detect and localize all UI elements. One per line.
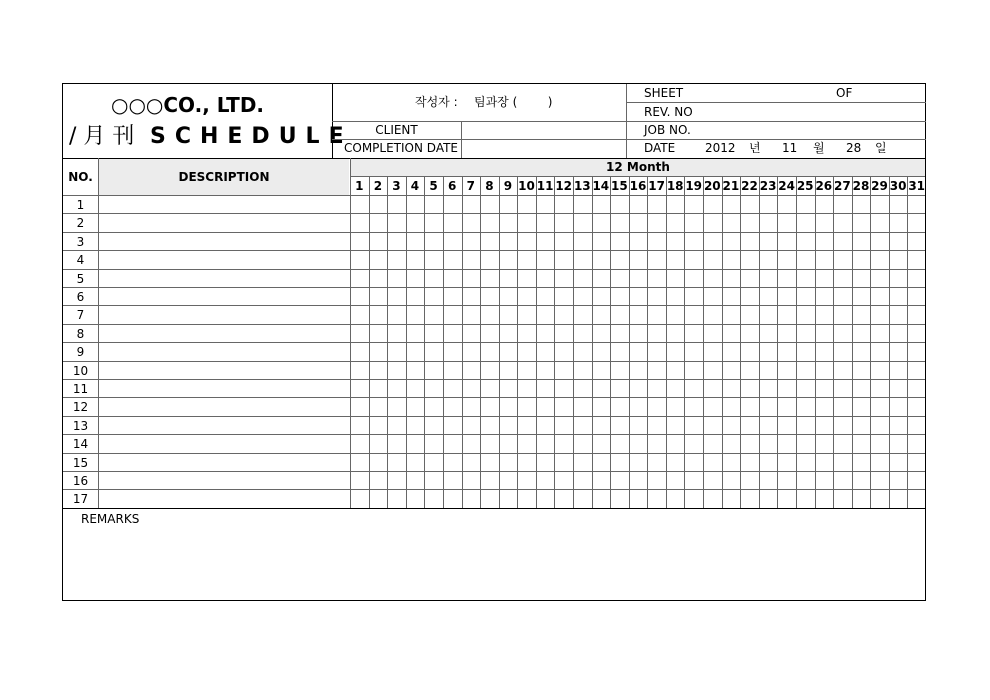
day-label: 8 — [485, 179, 494, 193]
row-number: 15 — [72, 455, 89, 470]
row-number: 7 — [76, 308, 85, 323]
month-unit: 월 — [813, 141, 825, 155]
row-rule — [63, 324, 925, 325]
column-divider — [350, 158, 351, 508]
job-no-label: JOB NO. — [644, 123, 691, 137]
remarks-label: REMARKS — [81, 512, 140, 526]
day-label: 5 — [429, 179, 438, 193]
row-rule — [63, 397, 925, 398]
sheet-label: SHEET — [644, 86, 684, 100]
day-label: 9 — [503, 179, 513, 193]
row-number: 1 — [76, 198, 85, 212]
row-rule — [63, 489, 925, 490]
row-rule — [63, 434, 925, 435]
row-rule — [63, 342, 925, 343]
day-label: 26 — [815, 179, 833, 193]
day-label: 21 — [722, 179, 740, 193]
row-number: 14 — [72, 437, 89, 452]
header-rule — [332, 121, 926, 122]
row-number: 13 — [72, 418, 89, 433]
row-number: 10 — [72, 363, 89, 378]
day-label: 2 — [373, 179, 383, 193]
row-number: 11 — [72, 382, 89, 396]
row-number: 6 — [76, 290, 85, 304]
row-rule — [63, 305, 925, 306]
row-number: 16 — [72, 474, 89, 488]
day-label: 30 — [889, 179, 907, 193]
date-month: 11 — [782, 141, 798, 155]
row-number: 3 — [76, 234, 85, 249]
day-label: 19 — [685, 179, 703, 193]
of-label: OF — [836, 86, 853, 100]
date-year: 2012 — [705, 141, 736, 155]
day-label: 15 — [611, 179, 628, 193]
day-label: 12 — [555, 179, 573, 193]
day-label: 7 — [466, 179, 475, 193]
row-rule — [63, 287, 925, 288]
row-rule — [63, 416, 925, 417]
row-rule — [63, 232, 925, 233]
row-rule — [63, 269, 925, 270]
row-number: 9 — [76, 345, 85, 360]
row-rule — [63, 250, 925, 251]
day-label: 22 — [741, 179, 758, 193]
author-label: 작성자 : — [415, 95, 458, 109]
day-label: 27 — [834, 179, 851, 193]
page-title: SCHEDULE — [150, 124, 353, 149]
day-label: 18 — [666, 179, 684, 193]
day-unit: 일 — [875, 141, 887, 155]
row-rule — [63, 379, 925, 380]
row-number: 12 — [72, 400, 89, 415]
day-label: 25 — [796, 179, 814, 193]
date-day: 28 — [846, 141, 862, 155]
day-label: 23 — [759, 179, 777, 193]
client-label: CLIENT — [375, 123, 418, 137]
header-rule — [332, 139, 926, 140]
author-value: 팀과장 ( ) — [474, 95, 553, 109]
completion-date-label: COMPLETION DATE — [344, 141, 459, 155]
row-rule — [63, 213, 925, 214]
day-label: 31 — [908, 179, 926, 193]
row-number: 5 — [76, 271, 85, 286]
year-unit: 년 — [749, 141, 761, 155]
row-number: 17 — [72, 492, 89, 507]
row-number: 8 — [76, 326, 85, 341]
month-header: 12 Month — [606, 160, 670, 174]
title-prefix: / 月 刊 — [69, 124, 135, 149]
day-label: 1 — [355, 179, 364, 193]
day-label: 13 — [573, 179, 591, 193]
remarks-top-rule — [63, 508, 925, 509]
day-label: 11 — [536, 179, 554, 193]
day-label: 3 — [392, 179, 401, 193]
row-rule — [63, 471, 925, 472]
day-label: 28 — [852, 179, 870, 193]
day-label: 6 — [448, 179, 457, 193]
no-column-header: NO. — [68, 170, 93, 184]
day-label: 29 — [871, 179, 888, 193]
row-number: 4 — [76, 253, 85, 268]
company-name: ○○○CO., LTD. — [111, 93, 265, 117]
description-column-header: DESCRIPTION — [178, 170, 270, 184]
day-label: 4 — [410, 179, 420, 193]
header-rule — [626, 102, 926, 103]
column-divider — [98, 158, 99, 508]
day-header-rule — [350, 176, 925, 177]
day-label: 17 — [648, 179, 665, 193]
day-label: 10 — [518, 179, 535, 193]
day-label: 20 — [703, 179, 721, 193]
row-rule — [63, 453, 925, 454]
row-number: 2 — [76, 216, 85, 231]
rev-no-label: REV. NO — [644, 105, 693, 119]
date-label: DATE — [644, 141, 676, 155]
schedule-sheet — [62, 83, 926, 601]
day-label: 14 — [592, 179, 610, 193]
day-label: 16 — [629, 179, 647, 193]
day-label: 24 — [778, 179, 795, 193]
row-rule — [63, 361, 925, 362]
